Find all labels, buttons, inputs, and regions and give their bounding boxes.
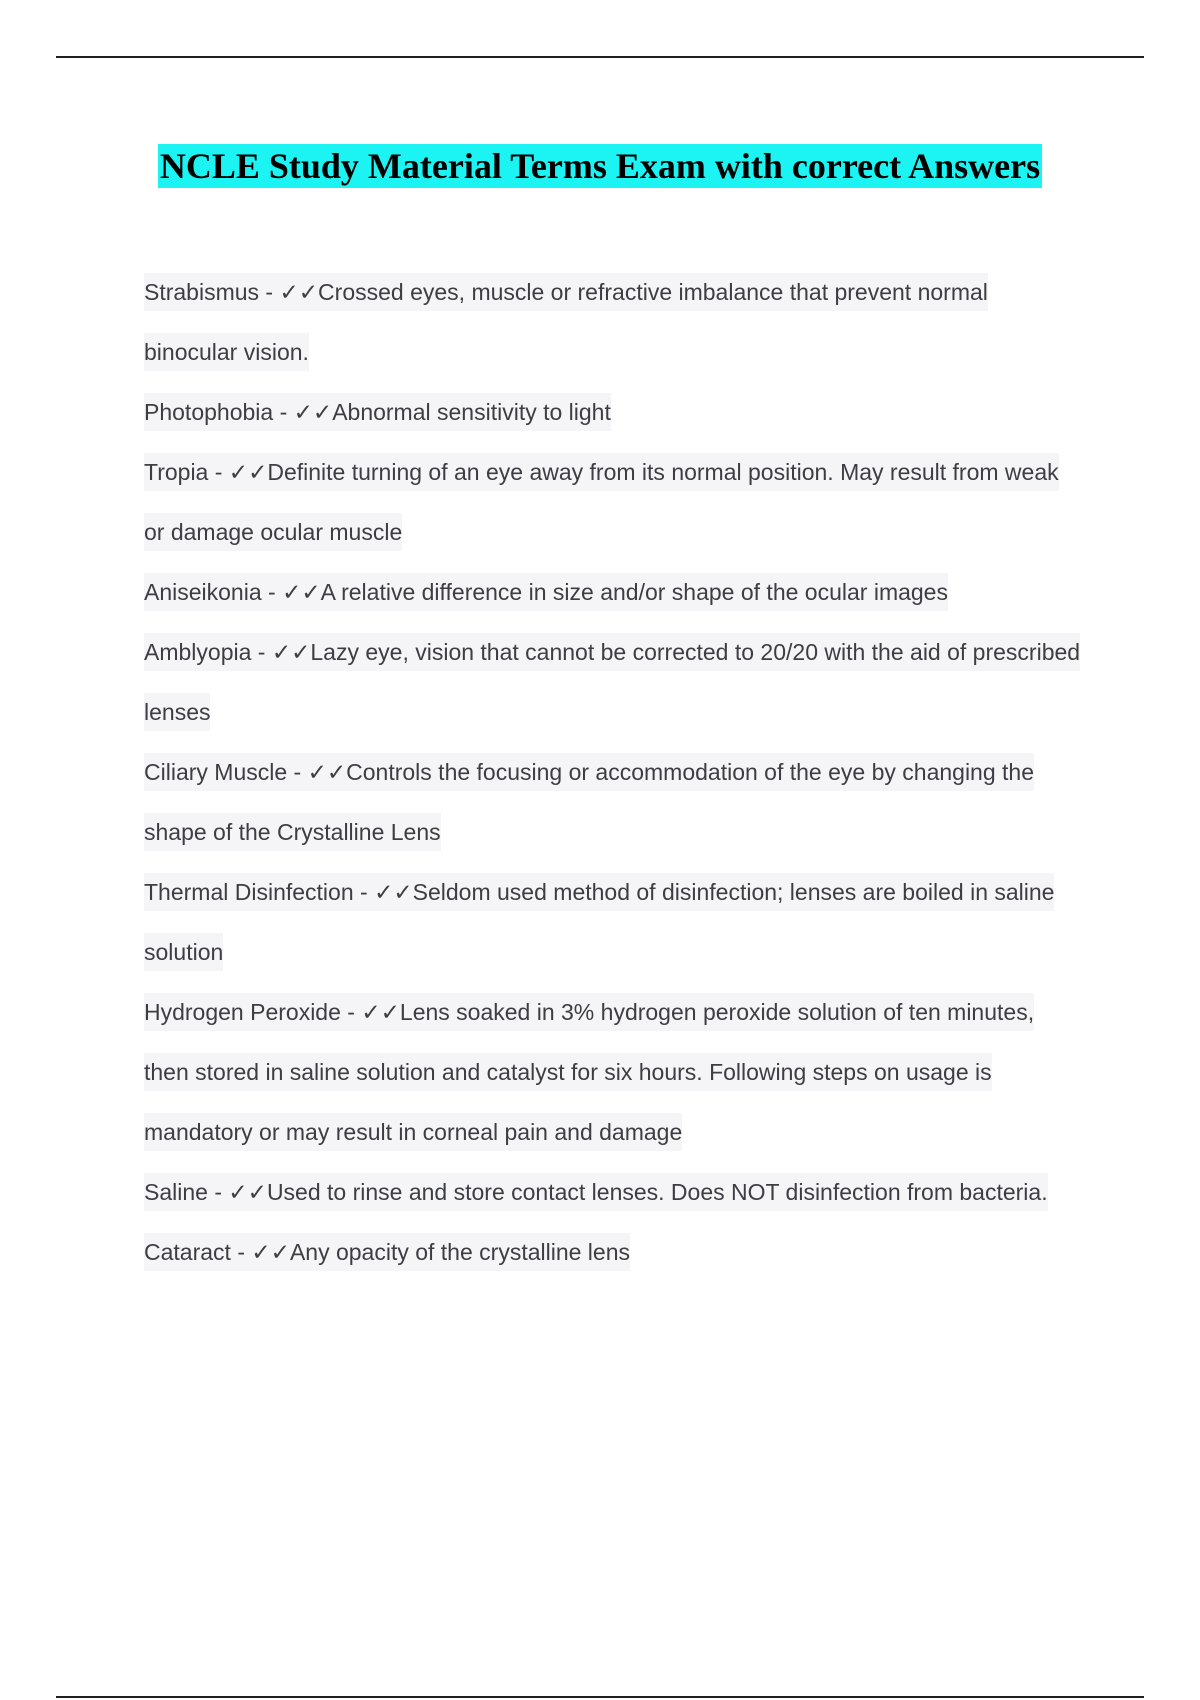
term-entry-ciliary-muscle: [144, 742, 1084, 862]
title-block: [0, 144, 1200, 188]
check-icon: ✓✓: [251, 1239, 290, 1265]
separator: -: [273, 399, 294, 425]
terms-list: [144, 262, 1084, 1282]
term: Aniseikonia: [144, 579, 262, 605]
definition: Used to rinse and store contact lenses. Does NOT disinfection from bacteria.: [266, 1179, 1048, 1205]
separator: -: [353, 879, 375, 905]
term-entry-cataract: [144, 1222, 1084, 1282]
term: Hydrogen Peroxide: [144, 999, 341, 1025]
check-icon: ✓✓: [228, 1179, 267, 1205]
top-rule: [56, 56, 1144, 58]
check-icon: ✓✓: [307, 759, 347, 785]
definition: Seldom used method of disinfection; lenses are boiled in saline solution: [144, 879, 1055, 965]
definition: Any opacity of the crystalline lens: [289, 1239, 630, 1265]
definition: Crossed eyes, muscle or refractive imbalance that prevent normal binocular vision.: [144, 279, 988, 365]
term-entry-aniseikonia: [144, 562, 1084, 622]
definition: Lazy eye, vision that cannot be corrected to 20/20 with the aid of prescribed lenses: [144, 639, 1081, 725]
term: Amblyopia: [144, 639, 252, 665]
definition: Lens soaked in 3% hydrogen peroxide solution of ten minutes, then stored in saline solution and catalyst for six hours. Following steps on usage is mandatory or may result in corneal pain and damage: [144, 999, 1035, 1145]
separator: -: [251, 639, 272, 665]
separator: -: [230, 1239, 252, 1265]
term-entry-thermal-disinfection: [144, 862, 1084, 982]
separator: -: [340, 999, 362, 1025]
separator: -: [261, 579, 283, 605]
term-entry-strabismus: [144, 262, 1084, 382]
definition: Controls the focusing or accommodation of the eye by changing the shape of the Crystalline Lens: [144, 759, 1034, 845]
definition: A relative difference in size and/or shape of the ocular images: [320, 579, 948, 605]
separator: -: [208, 459, 229, 485]
check-icon: ✓✓: [271, 639, 311, 665]
definition: Abnormal sensitivity to light: [332, 399, 611, 425]
check-icon: ✓✓: [282, 579, 321, 605]
check-icon: ✓✓: [228, 459, 268, 485]
term-entry-hydrogen-peroxide: [144, 982, 1084, 1162]
definition: Definite turning of an eye away from its normal position. May result from weak or damage ocular muscle: [144, 459, 1059, 545]
check-icon: ✓✓: [374, 879, 413, 905]
page-title: NCLE Study Material Terms Exam with correct Answers: [159, 146, 1041, 186]
term: Thermal Disinfection: [144, 879, 354, 905]
term: Cataract: [144, 1239, 231, 1265]
check-icon: ✓✓: [293, 399, 333, 425]
term: Photophobia: [144, 399, 274, 425]
check-icon: ✓✓: [361, 999, 400, 1025]
term: Tropia: [144, 459, 209, 485]
term-entry-saline: [144, 1162, 1084, 1222]
check-icon: ✓✓: [279, 279, 319, 305]
term-entry-photophobia: [144, 382, 1084, 442]
term: Ciliary Muscle: [144, 759, 288, 785]
term: Saline: [144, 1179, 208, 1205]
term-entry-tropia: [144, 442, 1084, 562]
term: Strabismus: [144, 279, 260, 305]
separator: -: [259, 279, 280, 305]
separator: -: [207, 1179, 229, 1205]
separator: -: [287, 759, 308, 785]
bottom-rule: [56, 1696, 1144, 1698]
term-entry-amblyopia: [144, 622, 1084, 742]
